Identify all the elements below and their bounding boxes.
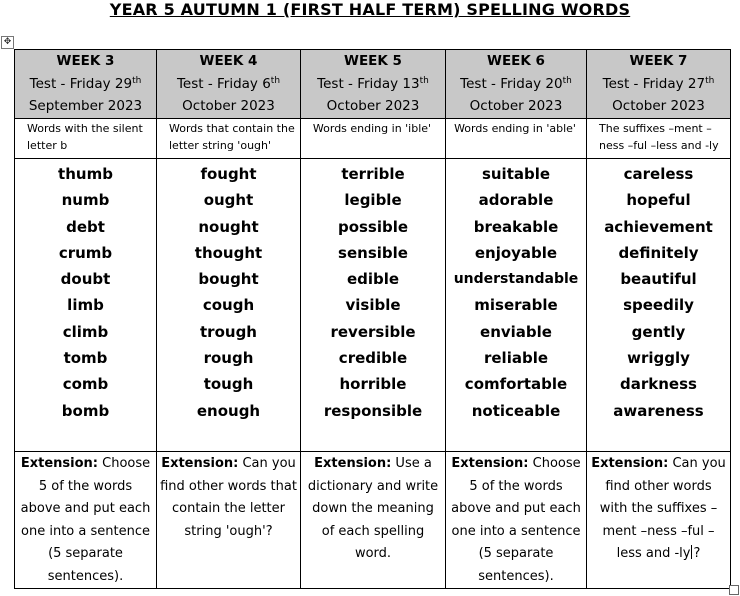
topic-cell: Words ending in 'ible' bbox=[301, 119, 446, 159]
header-row bbox=[15, 50, 731, 119]
word-list bbox=[301, 159, 446, 452]
extension-end: ? bbox=[693, 546, 701, 561]
week-label: WEEK 6 bbox=[487, 53, 545, 70]
week-label: WEEK 4 bbox=[199, 53, 258, 70]
spelling-word: responsible bbox=[323, 401, 423, 420]
word-list bbox=[157, 159, 301, 452]
spelling-word: thumb bbox=[58, 165, 113, 183]
spelling-word: bought bbox=[198, 270, 259, 289]
test-month: October 2023 bbox=[469, 98, 563, 115]
spelling-word: ought bbox=[203, 191, 254, 210]
test-month: October 2023 bbox=[182, 98, 275, 115]
spelling-word: horrible bbox=[339, 375, 407, 394]
spelling-word: adorable bbox=[478, 191, 554, 210]
page-title: YEAR 5 AUTUMN 1 (FIRST HALF TERM) SPELLING WORDS bbox=[109, 0, 631, 19]
extension-text: Choose 5 of the words above and put each one into a sentence (5 separate sentences). bbox=[20, 456, 151, 584]
spelling-word: cough bbox=[202, 296, 255, 315]
spelling-word: enough bbox=[196, 401, 261, 420]
week-label: WEEK 7 bbox=[629, 53, 688, 70]
spelling-word: numb bbox=[61, 191, 110, 210]
spelling-word: nought bbox=[198, 217, 259, 236]
spelling-word: awareness bbox=[613, 401, 704, 420]
week-header bbox=[301, 50, 446, 119]
spelling-word: reliable bbox=[483, 349, 549, 368]
week-label: WEEK 3 bbox=[56, 53, 115, 70]
spelling-word: edible bbox=[346, 270, 400, 289]
topic-cell: Words that contain the letter string 'ough' bbox=[157, 119, 301, 159]
spelling-word: noticeable bbox=[471, 401, 561, 420]
week-header bbox=[157, 50, 301, 119]
spelling-word: beautiful bbox=[620, 270, 697, 289]
word-list bbox=[587, 159, 731, 452]
spelling-word: wriggly bbox=[627, 349, 690, 368]
spelling-word: comfortable bbox=[464, 375, 568, 394]
extension-text: Use a dictionary and write down the meaning of each spelling word. bbox=[307, 456, 439, 561]
spelling-word: suitable bbox=[481, 165, 551, 183]
spelling-word: speedily bbox=[623, 296, 694, 315]
spelling-word: terrible bbox=[341, 165, 405, 183]
spelling-word: understandable bbox=[453, 271, 579, 288]
test-date: Test - Friday 27th bbox=[602, 75, 715, 92]
test-date: Test - Friday 20th bbox=[460, 75, 572, 92]
week-label: WEEK 5 bbox=[344, 53, 402, 70]
test-month: September 2023 bbox=[28, 98, 143, 115]
word-list bbox=[446, 159, 587, 452]
extension-text: Can you find other words that contain the letter string 'ough'? bbox=[160, 456, 297, 539]
spelling-word: trough bbox=[200, 322, 257, 341]
spelling-word: comb bbox=[62, 375, 109, 394]
topic-cell: Words with the silent letter b bbox=[15, 119, 157, 159]
spelling-word: tomb bbox=[63, 349, 108, 368]
extension-text: Choose 5 of the words above and put each one into a sentence (5 separate sentences). bbox=[451, 456, 581, 584]
spelling-word: possible bbox=[337, 217, 409, 236]
spelling-word: hopeful bbox=[626, 191, 691, 210]
extension-label: Extension: bbox=[451, 456, 529, 471]
extension-cell bbox=[446, 452, 587, 589]
topic-row bbox=[15, 119, 731, 159]
spelling-word: gently bbox=[631, 322, 686, 341]
resize-handle-icon[interactable] bbox=[729, 585, 739, 595]
test-date: Test - Friday 6th bbox=[176, 75, 281, 92]
test-date: Test - Friday 29th bbox=[29, 75, 142, 92]
spelling-word: fought bbox=[200, 165, 257, 183]
spelling-word: climb bbox=[62, 322, 109, 341]
spelling-word: limb bbox=[67, 296, 104, 315]
extension-cell bbox=[15, 452, 157, 589]
extension-cell bbox=[301, 452, 446, 589]
spelling-word: doubt bbox=[60, 270, 111, 289]
word-list bbox=[15, 159, 157, 452]
extension-label: Extension: bbox=[591, 456, 669, 471]
spelling-word: thought bbox=[194, 243, 263, 262]
extension-text: Can you find other words with the suffixes –ment –ness –ful –less and -ly bbox=[599, 456, 726, 561]
extension-label: Extension: bbox=[20, 456, 98, 471]
test-month: October 2023 bbox=[326, 98, 420, 115]
extension-row bbox=[15, 452, 731, 589]
spelling-word: definitely bbox=[618, 243, 699, 262]
words-row bbox=[15, 159, 731, 452]
extension-cell[interactable] bbox=[587, 452, 731, 589]
extension-label: Extension: bbox=[314, 456, 392, 471]
spelling-word: rough bbox=[203, 349, 254, 368]
test-month: October 2023 bbox=[612, 98, 705, 115]
extension-label: Extension: bbox=[161, 456, 239, 471]
spelling-word: crumb bbox=[58, 243, 113, 262]
week-header bbox=[446, 50, 587, 119]
spelling-word: legible bbox=[344, 191, 402, 210]
week-header bbox=[587, 50, 731, 119]
topic-cell: Words ending in 'able' bbox=[446, 119, 587, 159]
spelling-word: breakable bbox=[473, 217, 559, 236]
week-header bbox=[15, 50, 157, 119]
topic-cell: The suffixes –ment –ness –ful –less and -ly bbox=[587, 119, 731, 159]
spelling-word: sensible bbox=[338, 243, 408, 262]
spelling-table bbox=[14, 49, 731, 589]
spelling-word: tough bbox=[203, 375, 254, 394]
spelling-word: bomb bbox=[61, 401, 110, 420]
move-handle-icon[interactable]: ✥ bbox=[1, 36, 14, 49]
spelling-word: enjoyable bbox=[474, 243, 558, 262]
spelling-word: enviable bbox=[480, 322, 552, 341]
spelling-word: visible bbox=[345, 296, 401, 315]
spelling-word: achievement bbox=[604, 217, 713, 236]
spelling-word: reversible bbox=[330, 322, 416, 341]
spelling-word: debt bbox=[66, 217, 105, 236]
spelling-word: miserable bbox=[474, 296, 558, 315]
spelling-word: credible bbox=[338, 349, 408, 368]
spelling-word: careless bbox=[623, 165, 694, 183]
test-date: Test - Friday 13th bbox=[317, 75, 429, 92]
spelling-word: darkness bbox=[620, 375, 697, 394]
extension-cell bbox=[157, 452, 301, 589]
